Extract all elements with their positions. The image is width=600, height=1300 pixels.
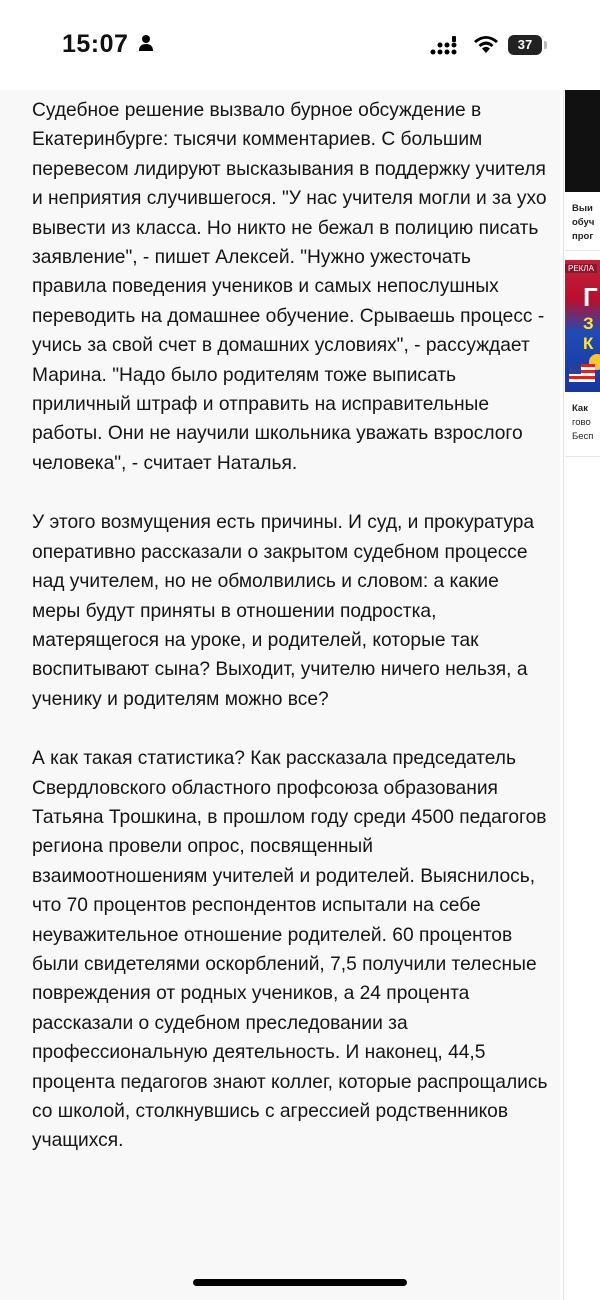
ad-title-line: гово (572, 417, 591, 428)
article-paragraph: У этого возмущения есть причины. И суд, и прокуратура оперативно рассказали о закрытом судебном процессе над учителем, но не обмолвились и словом: а какие меры будут приняты в отношении подростка, матерящегося на уроке, и родителей, которые так воспитывают сына? Выходит, учителю ничего нельзя, а ученику и родителям можно все? (32, 512, 535, 710)
ad-card-title (572, 402, 593, 444)
ad-badge: РЕКЛА (565, 264, 597, 273)
status-bar (0, 0, 600, 90)
ad-headline-letter: З (583, 314, 594, 333)
sidebar-ad-card[interactable] (565, 260, 600, 457)
article-paragraph: Судебное решение вызвало бурное обсуждение в Екатеринбурге: тысячи комментариев. С большим перевесом лидируют высказывания в поддержку учителя и неприятия случившегося. "У нас учителя могли и за ухо вывести из класса. Но никто не бежал в полицию писать заявление", - пишет Алексей. "Нужно ужесточать правила поведения учеников и самых непослушных переводить на домашнее обучение. Срываешь процесс - учись за свой счет в домашних условиях", - рассуждает Марина. "Надо было родителям тоже выписать приличный штраф и отправить на исправительные работы. Они не научили школьника уважать взрослого человека", - считает Наталья. (32, 100, 547, 474)
wifi-icon (473, 34, 499, 54)
ad-title-line: Бесп (572, 431, 594, 442)
battery-icon (508, 35, 542, 55)
ad-headline-letter: Г (583, 282, 598, 312)
person-icon (138, 34, 154, 52)
ad-headline-letter: К (583, 334, 594, 353)
sidebar-news-card[interactable] (565, 90, 600, 251)
ad-banner-image (565, 260, 600, 392)
battery-cap (544, 41, 547, 49)
sidebar (565, 90, 600, 1300)
ad-title-line: Как (572, 403, 588, 414)
home-indicator[interactable] (193, 1279, 407, 1286)
battery-level: 37 (517, 37, 533, 52)
signal-icon (430, 36, 460, 56)
article-body (0, 90, 560, 1300)
news-card-title: Выи обуч прог (572, 203, 595, 242)
column-divider (563, 90, 564, 1300)
article-paragraph: А как такая статистика? Как рассказала председатель Свердловского областного профсоюза образования Татьяна Трошкина, в прошлом году среди 4500 педагогов региона провели опрос, посвященный взаимоотношениям учителей и родителей. Выяснилось, что 70 процентов респондентов испытали на себе неуважительное отношение родителей. 60 процентов были свидетелями оскорблений, 7,5 получили телесные повреждения от родных учеников, а 24 процента рассказали о судебном преследовании за профессиональную деятельность. И наконец, 44,5 процента педагогов знают коллег, которые распрощались со школой, столкнувшись с агрессией родственников учащихся. (32, 748, 548, 1152)
us-flag-canton (569, 364, 581, 374)
clock: 15:07 (62, 30, 129, 58)
news-thumbnail (565, 90, 600, 192)
